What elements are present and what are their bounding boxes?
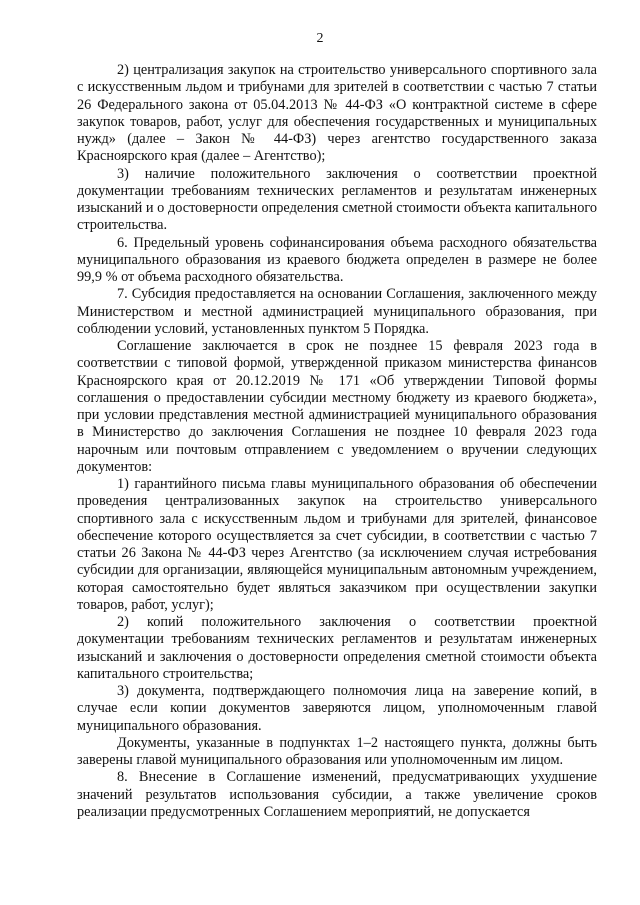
document-body [77, 62, 597, 821]
paragraph-guarantee-letter: 1) гарантийного письма главы муниципального образования об обеспечении проведения централизованных закупок на строительство универсального спортивного зала с искусственным льдом и трибунами для зрителей, финансовое обеспечение которого осуществляется за счет субсидии, в соответствии с частью 7 статьи 26 Закона № 44-ФЗ через Агентство (за исключением случая истребования субсидии для организации, являющейся муниципальным автономным учреждением, которая самостоятельно будет являться заказчиком при осуществлении закупки товаров, работ, услуг); [77, 476, 597, 613]
paragraph-centralization: 2) централизация закупок на строительство универсального спортивного зала с искусственным льдом и трибунами для зрителей в соответствии с частью 7 статьи 26 Федерального закона от 05.04.2013 № 44-ФЗ «О контрактной системе в сфере закупок товаров, работ, услуг для обеспечения государственных и муниципальных нужд» (далее – Закон № 44-ФЗ) через агентство государственного заказа Красноярского края (далее – Агентство); [77, 62, 597, 165]
paragraph-positive-conclusion: 3) наличие положительного заключения о соответствии проектной документации требованиям технических регламентов и результатам инженерных изысканий и о достоверности определения сметной стоимости объекта капитального строительства. [77, 165, 597, 234]
paragraph-documents-certification: Документы, указанные в подпунктах 1–2 настоящего пункта, должны быть заверены главой муниципального образования или уполномоченным им лицом. [77, 734, 597, 768]
paragraph-cofinancing-level: 6. Предельный уровень софинансирования объема расходного обязательства муниципального образования из краевого бюджета определен в размере не более 99,9 % от объема расходного обязательства. [77, 234, 597, 285]
page-number: 2 [316, 31, 324, 46]
paragraph-authority-document: 3) документа, подтверждающего полномочия лица на заверение копий, в случае если копии документов заверяются лицом, уполномоченным главой муниципального образования. [77, 683, 597, 734]
paragraph-agreement-changes: 8. Внесение в Соглашение изменений, предусматривающих ухудшение значений результатов использования субсидии, а также увеличение сроков реализации предусмотренных Соглашением мероприятий, не допускается [77, 769, 597, 820]
paragraph-agreement-deadline: Соглашение заключается в срок не позднее 15 февраля 2023 года в соответствии с типовой формой, утвержденной приказом министерства финансов Красноярского края от 20.12.2019 № 171 «Об утверждении Типовой формы соглашения о предоставлении субсидии местному бюджету из краевого бюджета», при условии представления местной администрацией муниципального образования в Министерство до заключения Соглашения не позднее 10 февраля 2023 года нарочным или почтовым отправлением с уведомлением о вручении следующих документов: [77, 338, 597, 475]
paragraph-conclusion-copies: 2) копий положительного заключения о соответствии проектной документации требованиям технических регламентов и результатам инженерных изысканий и заключения о достоверности определения сметной стоимости объекта капитального строительства; [77, 614, 597, 682]
paragraph-subsidy-agreement: 7. Субсидия предоставляется на основании Соглашения, заключенного между Министерством и местной администрацией муниципального образования, при соблюдении условий, установленных пунктом 5 Порядка. [77, 286, 597, 337]
